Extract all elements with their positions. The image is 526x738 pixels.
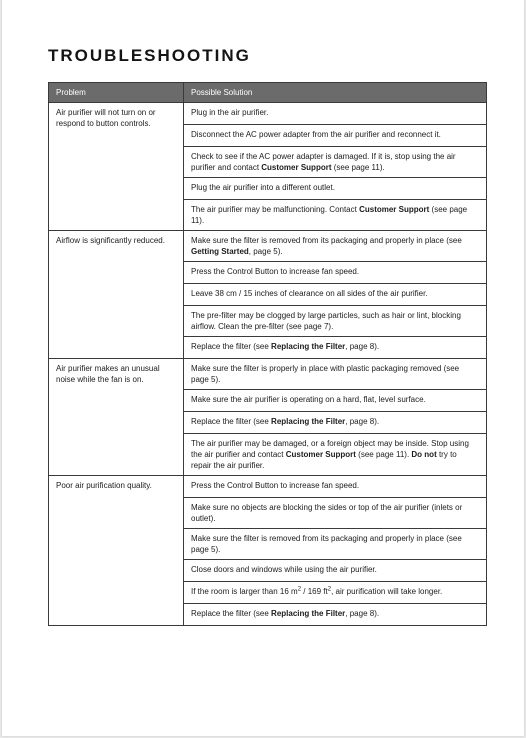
solution-cell: [184, 200, 487, 231]
solution-cell: [184, 390, 487, 412]
table-body: [49, 103, 487, 626]
solution-text: (see page 11).: [191, 205, 468, 225]
table-row: [49, 231, 487, 262]
solution-text: Make sure the filter is removed from its packaging and properly in place (see page 5).: [191, 534, 462, 554]
solution-cell: [184, 604, 487, 626]
solution-text: If the room is larger than 16 m: [191, 587, 298, 596]
troubleshooting-table: [48, 82, 487, 626]
document-page: [2, 0, 524, 736]
solution-text: Press the Control Button to increase fan speed.: [191, 267, 360, 276]
solution-text: Make sure no objects are blocking the sides or top of the air purifier (inlets or outlet).: [191, 503, 463, 523]
superscript-text: 2: [297, 586, 302, 593]
solution-text-bold: Do not: [411, 450, 437, 459]
solution-text: / 169 ft: [301, 587, 328, 596]
solution-text: (see page 11).: [331, 163, 385, 172]
solution-text: Leave 38 cm / 15 inches of clearance on all sides of the air purifier.: [191, 289, 428, 298]
solution-cell: [184, 103, 487, 125]
solution-text: Make sure the filter is properly in place with plastic packaging removed (see page 5).: [191, 364, 460, 384]
solution-cell: [184, 434, 487, 476]
problem-cell: Air purifier makes an unusual noise while the fan is on.: [49, 359, 184, 476]
solution-text: , page 5).: [248, 247, 283, 256]
problem-cell: Airflow is significantly reduced.: [49, 231, 184, 359]
solution-cell: [184, 147, 487, 178]
header-solution: Possible Solution: [184, 83, 487, 103]
solution-text: , page 8).: [345, 417, 380, 426]
solution-text: Close doors and windows while using the air purifier.: [191, 565, 377, 574]
solution-text: Replace the filter (see: [191, 342, 272, 351]
solution-text: (see page 11).: [355, 450, 412, 459]
solution-cell: [184, 262, 487, 284]
solution-cell: [184, 412, 487, 434]
solution-text-bold: Customer Support: [285, 450, 356, 459]
solution-text-bold: Customer Support: [261, 163, 332, 172]
problem-cell: Poor air purification quality.: [49, 476, 184, 626]
solution-cell: [184, 231, 487, 262]
solution-cell: [184, 560, 487, 582]
solution-text: , air purification will take longer.: [331, 587, 443, 596]
solution-text: try to repair the air purifier.: [191, 450, 457, 470]
solution-text: The air purifier may be malfunctioning. Contact: [191, 205, 360, 214]
solution-text-bold: Replacing the Filter: [271, 342, 346, 351]
solution-text-bold: Replacing the Filter: [271, 417, 346, 426]
solution-text: Disconnect the AC power adapter from the air purifier and reconnect it.: [191, 130, 441, 139]
table-header-row: [49, 83, 487, 103]
solution-text: Plug the air purifier into a different outlet.: [191, 183, 335, 192]
superscript-text: 2: [327, 586, 332, 593]
table-row: [49, 359, 487, 390]
problem-cell: Air purifier will not turn on or respond to button controls.: [49, 103, 184, 231]
solution-text: Press the Control Button to increase fan speed.: [191, 481, 360, 490]
solution-text-bold: Getting Started: [191, 247, 249, 256]
solution-text: , page 8).: [345, 609, 380, 618]
solution-cell: [184, 529, 487, 560]
table-row: [49, 476, 487, 498]
solution-text: The pre-filter may be clogged by large particles, such as hair or lint, blocking airflow. Clean the pre-filter (see page 7).: [191, 311, 461, 331]
solution-cell: [184, 476, 487, 498]
solution-cell: [184, 306, 487, 337]
solution-cell: [184, 359, 487, 390]
solution-text: The air purifier may be damaged, or a foreign object may be inside. Stop using the air purifier and contact: [191, 439, 469, 459]
solution-cell: [184, 498, 487, 529]
solution-text-bold: Customer Support: [359, 205, 430, 214]
solution-text: , page 8).: [345, 342, 380, 351]
solution-text: Plug in the air purifier.: [191, 108, 269, 117]
solution-text: Replace the filter (see: [191, 417, 272, 426]
solution-cell: [184, 284, 487, 306]
solution-cell: [184, 178, 487, 200]
table-row: [49, 103, 487, 125]
header-problem: Problem: [49, 83, 184, 103]
solution-cell: [184, 337, 487, 359]
solution-cell: [184, 582, 487, 604]
solution-text: Make sure the filter is removed from its packaging and properly in place (see: [191, 236, 462, 245]
page-title: TROUBLESHOOTING: [48, 46, 251, 65]
solution-text: Make sure the air purifier is operating on a hard, flat, level surface.: [191, 395, 426, 404]
solution-text: Replace the filter (see: [191, 609, 272, 618]
solution-text: Check to see if the AC power adapter is damaged. If it is, stop using the air purifier and contact: [191, 152, 456, 172]
solution-text-bold: Replacing the Filter: [271, 609, 346, 618]
solution-cell: [184, 125, 487, 147]
